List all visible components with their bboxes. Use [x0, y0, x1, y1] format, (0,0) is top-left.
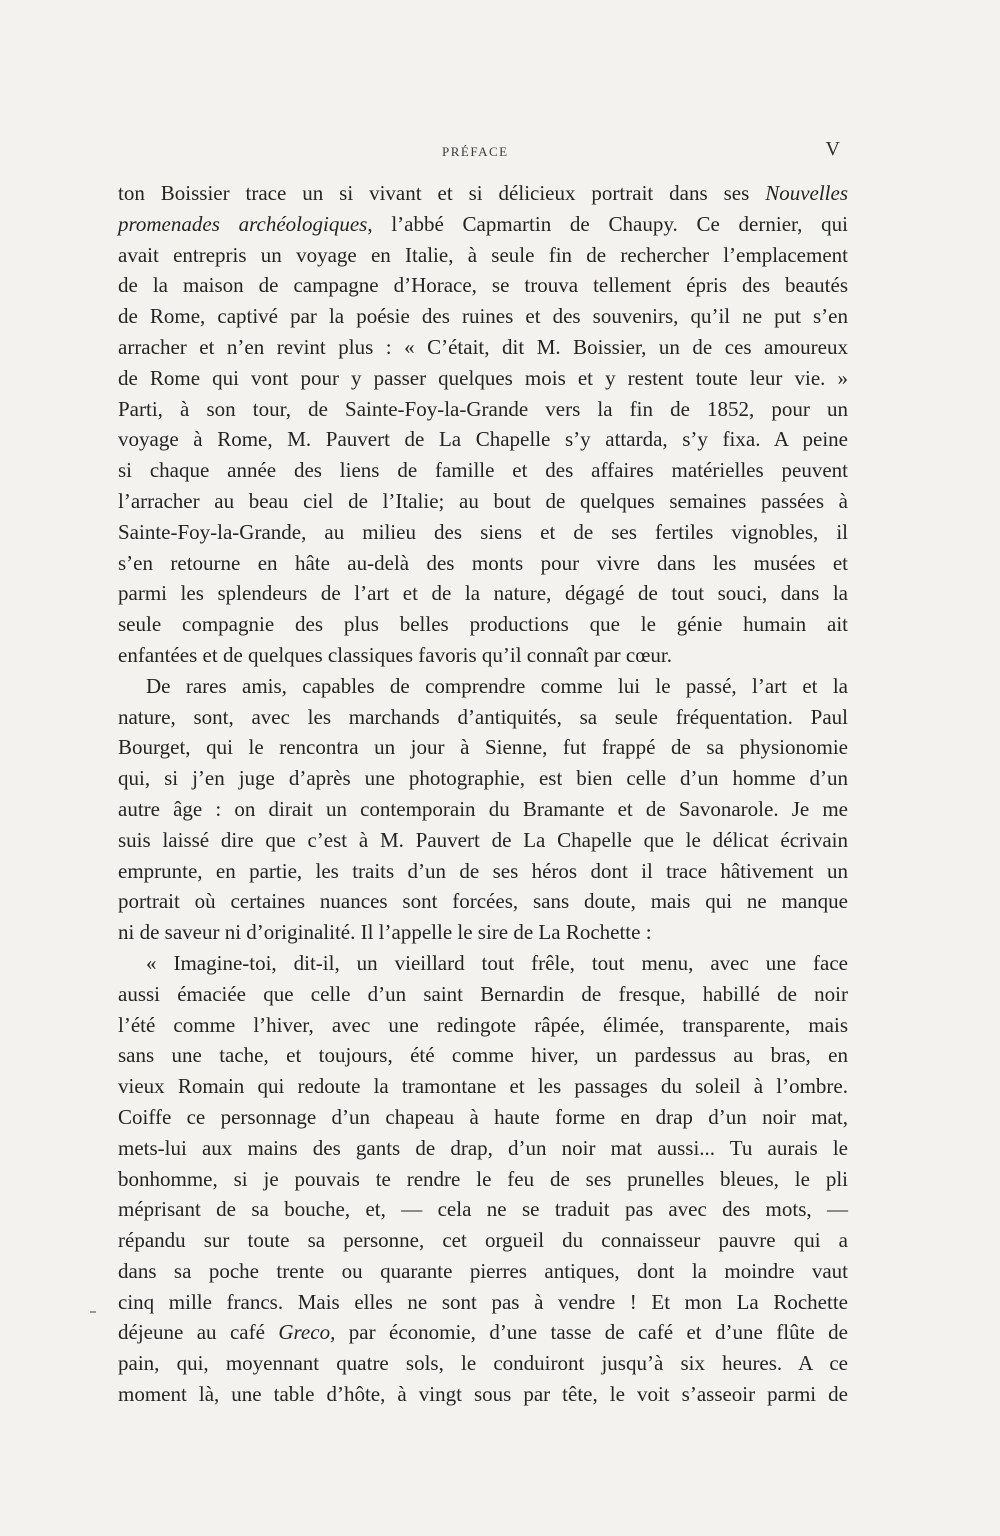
text-line: l’arracher au beau ciel de l’Italie; au bout de quelques semaines passées à: [118, 488, 848, 513]
italic-title: Nouvelles: [765, 181, 849, 205]
text-line: suis laissé dire que c’est à M. Pauvert de La Chapelle que le délicat écrivain: [118, 827, 848, 852]
text-line: vieux Romain qui redoute la tramontane et les passages du soleil à l’ombre.: [118, 1074, 848, 1099]
text-line: déjeune au café Greco, par économie, d’une tasse de café et d’une flûte de: [118, 1320, 849, 1345]
text-line: De rares amis, capables de comprendre comme lui le passé, l’art et la: [146, 673, 848, 698]
body-text: [118, 178, 848, 1410]
text-line: ni de saveur ni d’originalité. Il l’appelle le sire de La Rochette :: [118, 920, 652, 945]
text-line: sans une tache, et toujours, été comme hiver, un pardessus au bras, en: [118, 1043, 848, 1068]
page-number: V: [825, 138, 840, 160]
text-line: moment là, une table d’hôte, à vingt sous par tête, le voit s’asseoir parmi de: [118, 1382, 848, 1407]
text-line: mets-lui aux mains des gants de drap, d’un noir mat aussi... Tu aurais le: [118, 1135, 848, 1160]
text-line: dans sa poche trente ou quarante pierres antiques, dont la moindre vaut: [118, 1258, 848, 1283]
text-line: ton Boissier trace un si vivant et si délicieux portrait dans ses Nouvelles: [118, 181, 849, 205]
text-line: de Rome, captivé par la poésie des ruines et des souvenirs, qu’il ne put s’en: [118, 304, 848, 329]
text-line: Coiffe ce personnage d’un chapeau à haute forme en drap d’un noir mat,: [118, 1104, 848, 1129]
text-line: arracher et n’en revint plus : « C’était, dit M. Boissier, un de ces amoureux: [118, 334, 848, 359]
text-line: autre âge : on dirait un contemporain du Bramante et de Savonarole. Je me: [118, 796, 848, 821]
text-line: parmi les splendeurs de l’art et de la nature, dégagé de tout souci, dans la: [118, 581, 848, 606]
text-line: promenades archéologiques, l’abbé Capmartin de Chaupy. Ce dernier, qui: [118, 211, 848, 236]
text-line: s’en retourne en hâte au-delà des monts pour vivre dans les musées et: [118, 550, 848, 575]
text-line: aussi émaciée que celle d’un saint Bernardin de fresque, habillé de noir: [118, 981, 848, 1006]
text-line: enfantées et de quelques classiques favoris qu’il connaît par cœur.: [118, 642, 672, 667]
text-line: nature, sont, avec les marchands d’antiquités, sa seule fréquentation. Paul: [118, 704, 848, 729]
text-line: avait entrepris un voyage en Italie, à seule fin de rechercher l’emplacement: [118, 242, 848, 267]
text-line: « Imagine-toi, dit-il, un vieillard tout frêle, tout menu, avec une face: [146, 950, 848, 975]
text-line: Parti, à son tour, de Sainte-Foy-la-Grande vers la fin de 1852, pour un: [118, 396, 848, 421]
text-line: de la maison de campagne d’Horace, se trouva tellement épris des beautés: [118, 273, 848, 298]
text-line: l’été comme l’hiver, avec une redingote râpée, élimée, transparente, mais: [118, 1012, 848, 1037]
text-line: Bourget, qui le rencontra un jour à Sienne, fut frappé de sa physionomie: [118, 735, 848, 760]
running-head: [120, 140, 840, 164]
italic-name: Greco,: [278, 1320, 336, 1345]
text-line: répandu sur toute sa personne, cet orgueil du connaisseur pauvre qui a: [118, 1228, 848, 1253]
text-line: cinq mille francs. Mais elles ne sont pas à vendre ! Et mon La Rochette: [118, 1289, 848, 1314]
text-line: seule compagnie des plus belles productions que le génie humain ait: [118, 612, 848, 637]
text-line: de Rome qui vont pour y passer quelques mois et y restent toute leur vie. »: [118, 365, 848, 390]
text-line: bonhomme, si je pouvais te rendre le feu de ses prunelles bleues, le pli: [118, 1166, 848, 1191]
text-line: voyage à Rome, M. Pauvert de La Chapelle s’y attarda, s’y fixa. A peine: [118, 427, 848, 452]
text-line: emprunte, en partie, les traits d’un de ses héros dont il trace hâtivement un: [118, 858, 848, 883]
running-title: PRÉFACE: [442, 144, 509, 159]
text-line: qui, si j’en juge d’après une photographie, est bien celle d’un homme d’un: [118, 766, 848, 791]
text-line: méprisant de sa bouche, et, — cela ne se traduit pas avec des mots, —: [118, 1197, 848, 1222]
italic-title: promenades archéologiques: [118, 211, 368, 236]
text-line: pain, qui, moyennant quatre sols, le conduiront jusqu’à six heures. A ce: [118, 1351, 848, 1376]
text-line: portrait où certaines nuances sont forcées, sans doute, mais qui ne manque: [118, 889, 848, 914]
text-line: Sainte-Foy-la-Grande, au milieu des siens et de ses fertiles vignobles, il: [118, 519, 848, 544]
text-line: si chaque année des liens de famille et des affaires matérielles peuvent: [118, 458, 848, 483]
print-speck: [90, 1311, 96, 1313]
